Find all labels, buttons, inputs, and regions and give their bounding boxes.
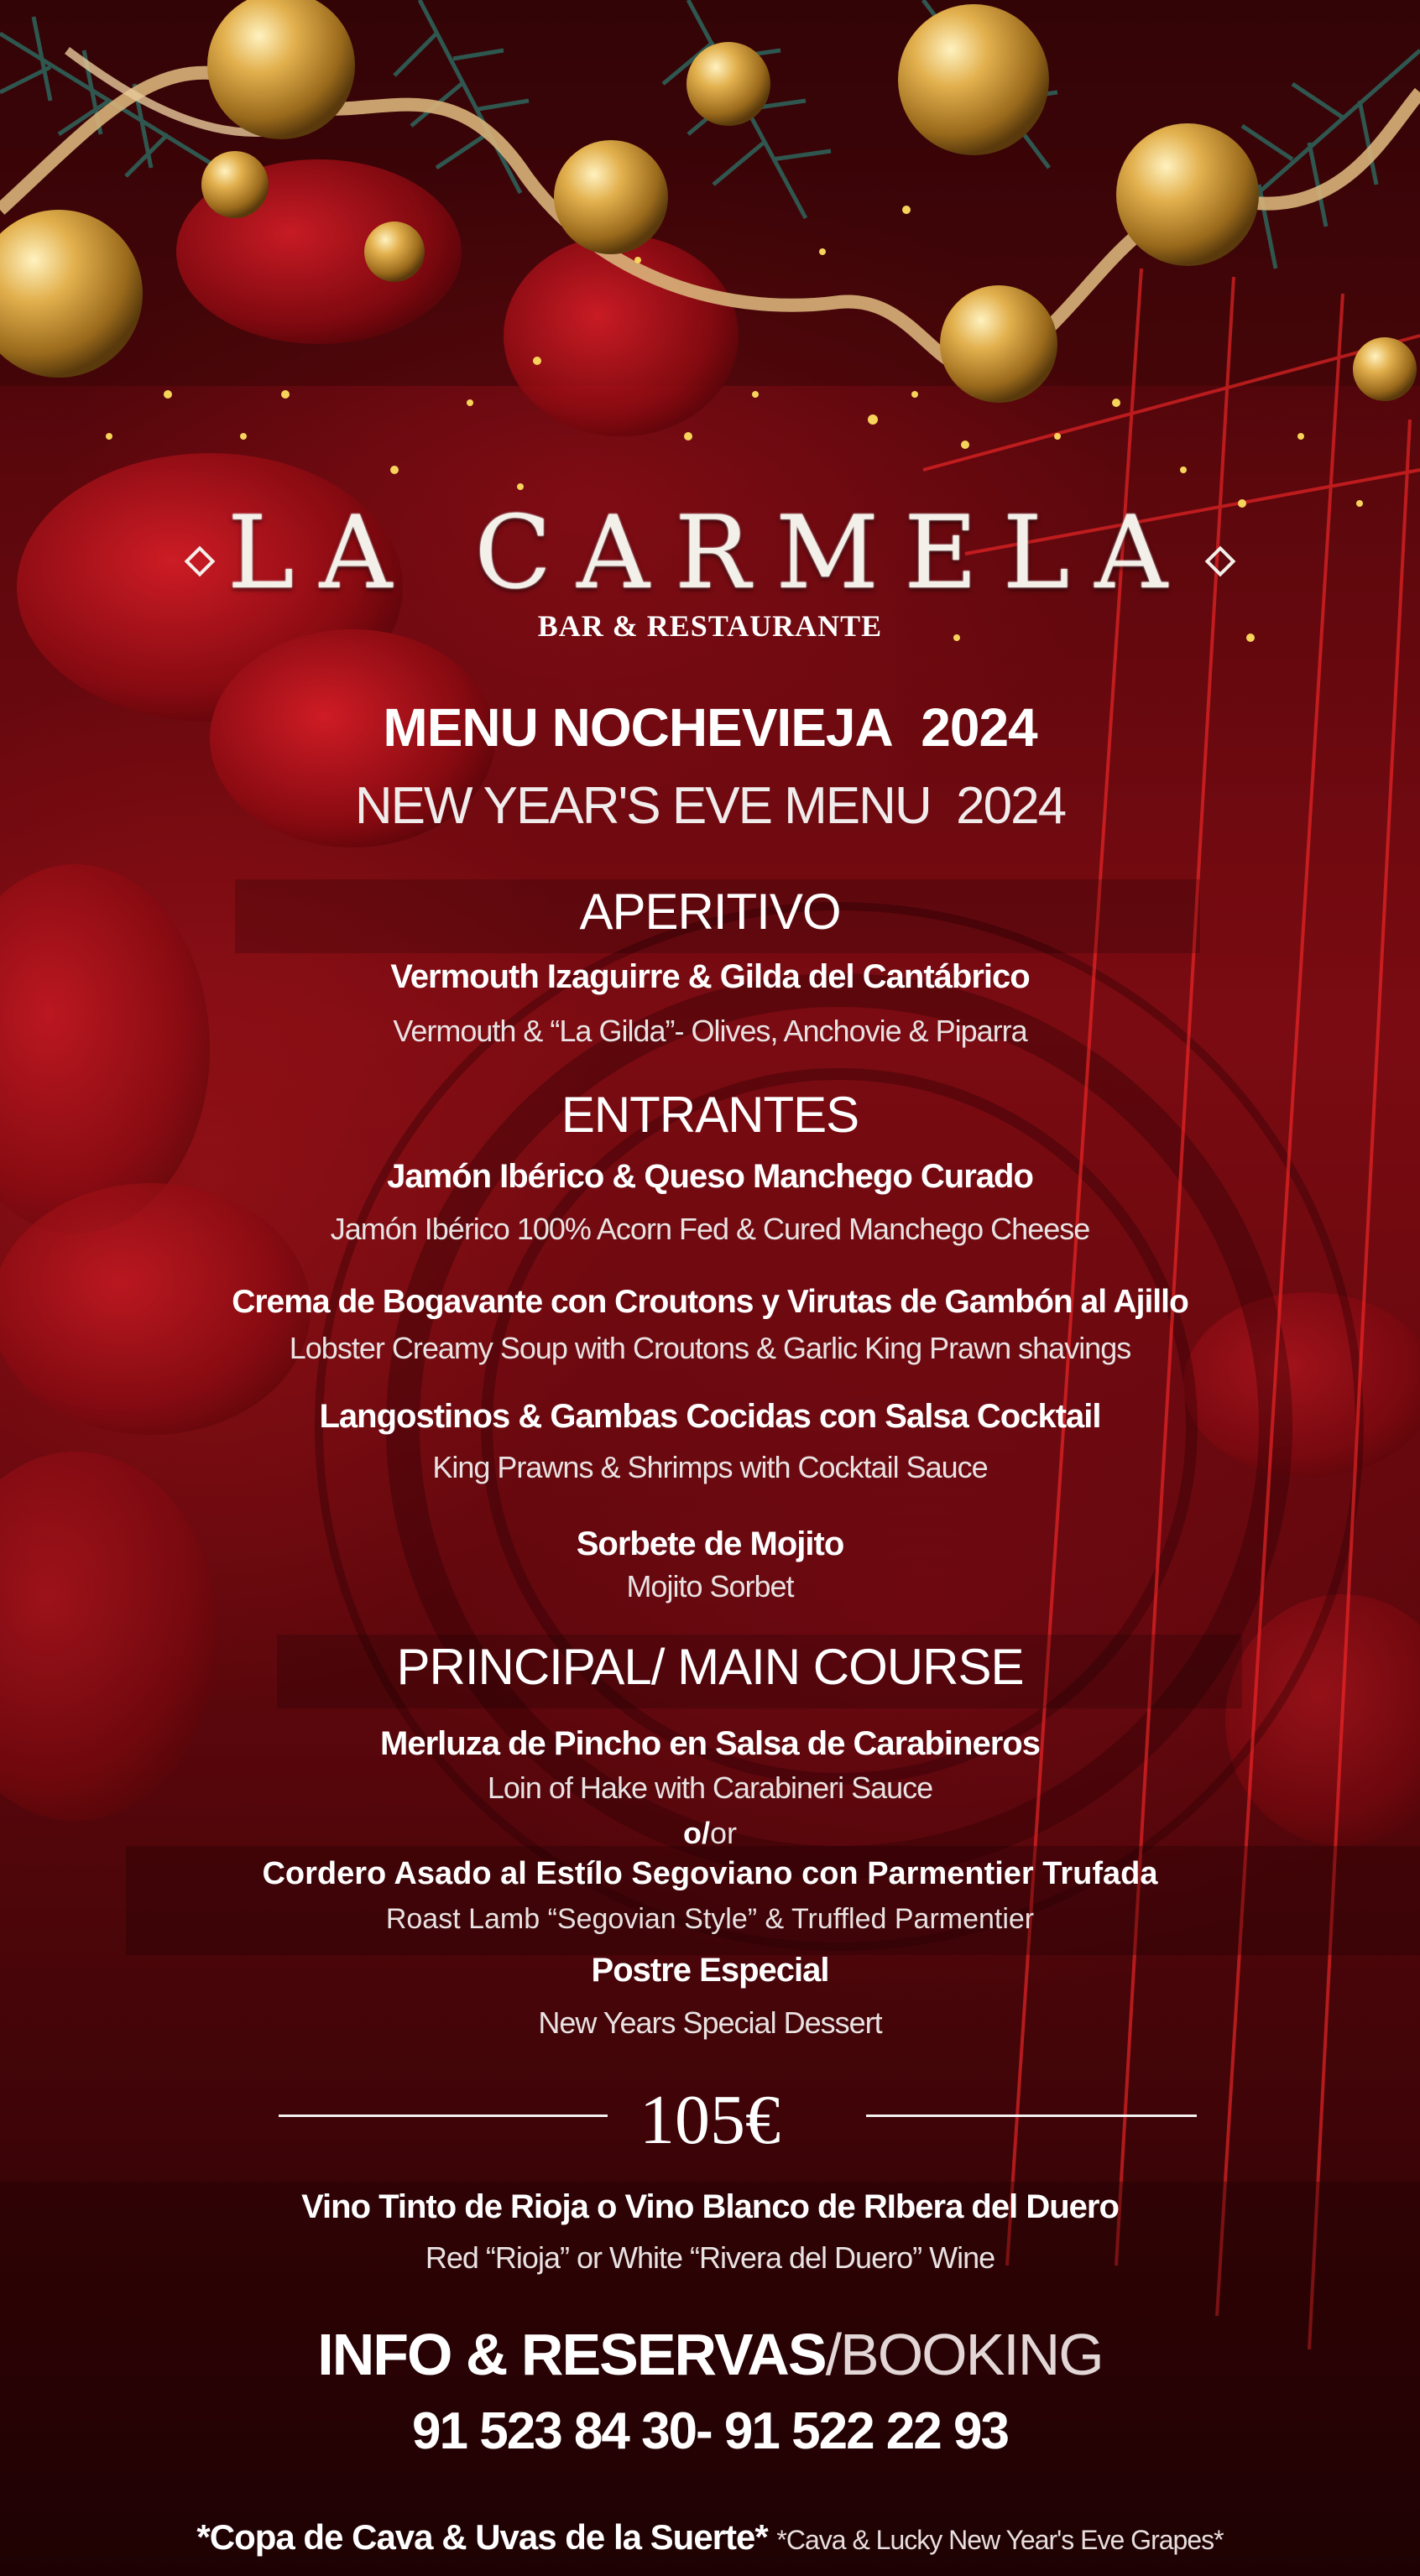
or-en: or [709,1816,737,1850]
dessert-es: Postre Especial [591,1952,829,1989]
principal-heading: PRINCIPAL/ MAIN COURSE [396,1639,1024,1695]
entrante-1-es: Jamón Ibérico & Queso Manchego Curado [387,1158,1033,1195]
menu-title-es [0,696,1420,759]
principal-option2-en: Roast Lamb “Segovian Style” & Truffled Parmentier [385,1903,1035,1935]
aperitivo-heading: APERITIVO [579,884,841,940]
wine-es: Vino Tinto de Rioja o Vino Blanco de RIbera del Duero [301,2188,1119,2225]
booking-en: /BOOKING [825,2322,1103,2387]
booking-es: INFO & RESERVAS [317,2322,826,2387]
entrante-3-es: Langostinos & Gambas Cocidas con Salsa Cocktail [319,1398,1101,1435]
entrante-4-en: Mojito Sorbet [626,1569,794,1603]
principal-option1-en: Loin of Hake with Carabineri Sauce [487,1770,933,1805]
menu-title-en [0,776,1420,836]
brand-subtitle: BAR & RESTAURANTE [537,609,883,643]
wine-en: Red “Rioja” or White “Rivera del Duero” Wine [425,2240,995,2275]
brand-logo [0,495,1420,612]
footer-en: *Cava & Lucky New Year's Eve Grapes* [776,2525,1224,2555]
principal-option2-es: Cordero Asado al Estílo Segoviano con Parmentier Trufada [262,1856,1158,1891]
principal-option1-es: Merluza de Pincho en Salsa de Carabineros [380,1725,1040,1762]
aperitivo-dish-es: Vermouth Izaguirre & Gilda del Cantábrico [390,958,1030,995]
footer-note [0,2517,1420,2558]
title-es-text: MENU NOCHEVIEJA [383,697,893,758]
booking-phones: 91 523 84 30- 91 522 22 93 [412,2402,1008,2460]
entrante-2-es: Crema de Bogavante con Croutons y Virutas de Gambón al Ajillo [232,1284,1188,1320]
dessert-en: New Years Special Dessert [538,2005,882,2040]
entrante-1-en: Jamón Ibérico 100% Acorn Fed & Cured Manchego Cheese [330,1212,1090,1246]
entrantes-heading: ENTRANTES [561,1087,859,1143]
booking-heading [0,2321,1420,2388]
diamond-ornament-left [185,545,216,576]
title-es-year: 2024 [921,697,1037,758]
aperitivo-dish-en: Vermouth & “La Gilda”- Olives, Anchovie & Piparra [393,1014,1027,1048]
entrante-3-en: King Prawns & Shrimps with Cocktail Sauce [432,1450,988,1484]
diamond-ornament-right [1205,545,1236,576]
footer-es: *Copa de Cava & Uvas de la Suerte* [196,2517,768,2557]
price: 105€ [640,2081,780,2159]
brand-name: LA CARMELA [227,495,1193,612]
title-en-year: 2024 [956,777,1066,835]
or-es: o/ [682,1816,710,1850]
entrante-2-en: Lobster Creamy Soup with Croutons & Garlic King Prawn shavings [289,1331,1131,1365]
title-en-text: NEW YEAR'S EVE MENU [354,777,931,835]
entrante-4-es: Sorbete de Mojito [576,1525,844,1562]
